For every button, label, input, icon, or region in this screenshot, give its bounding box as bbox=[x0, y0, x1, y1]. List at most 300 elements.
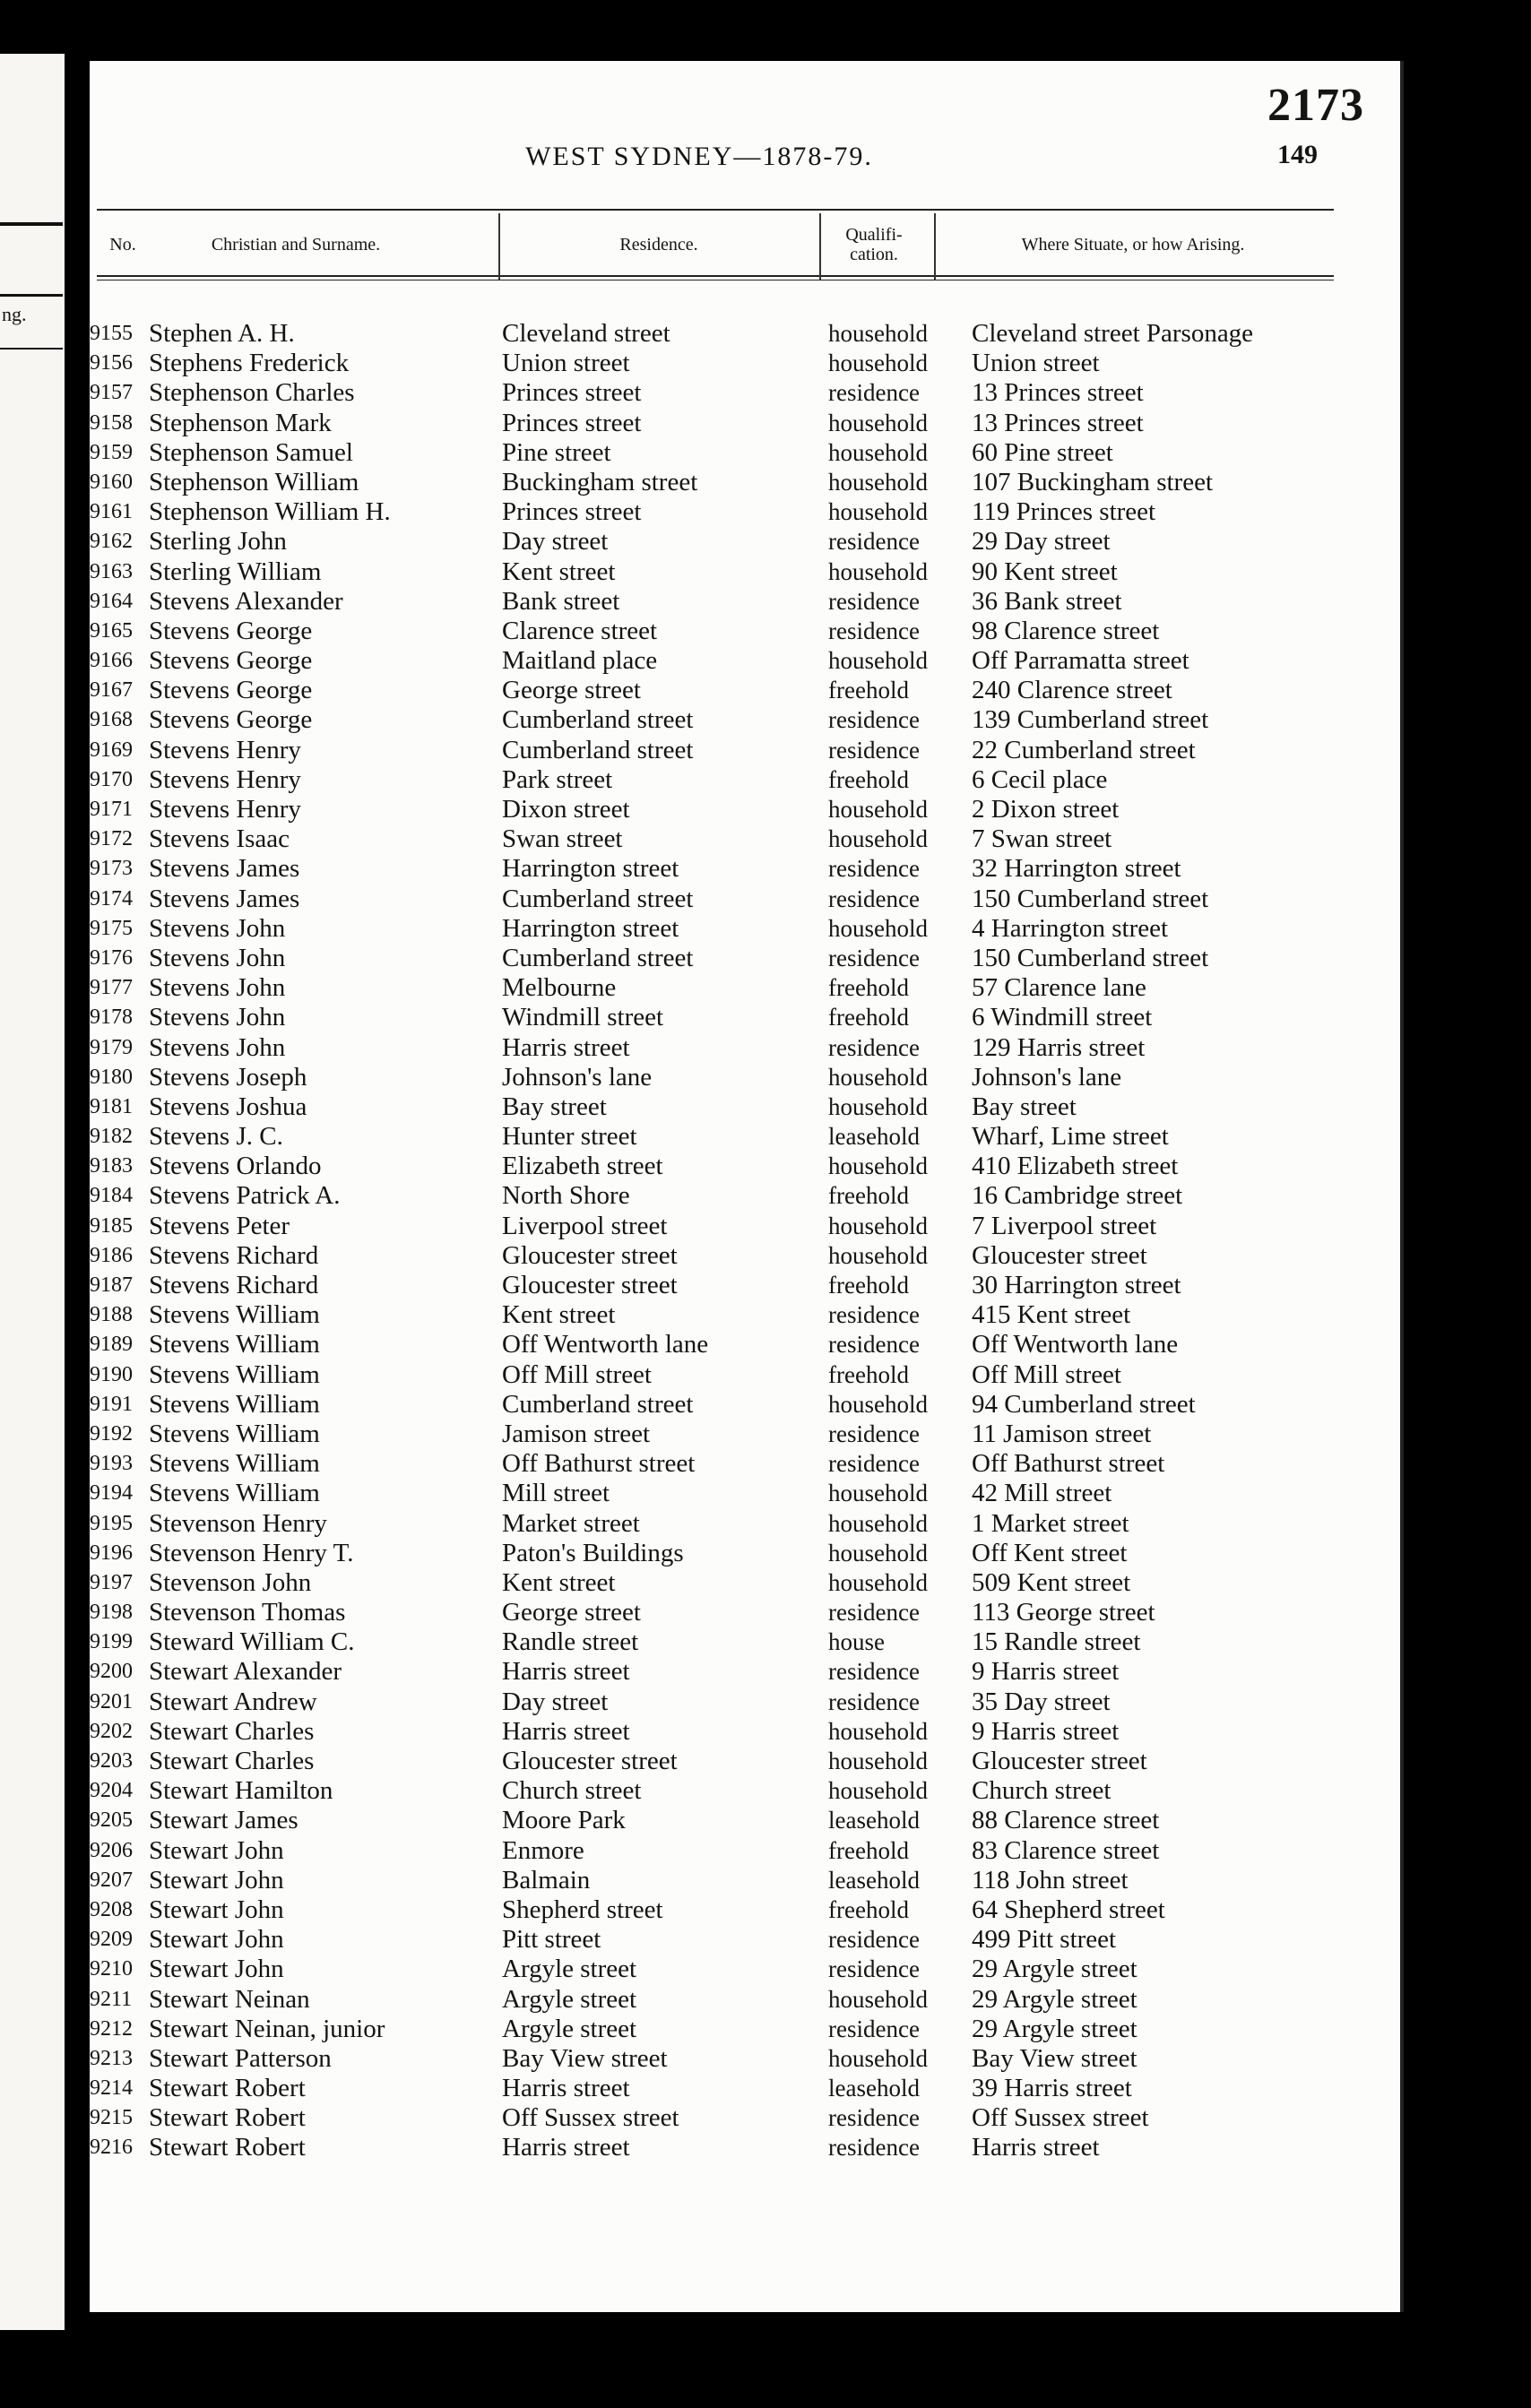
cell-no: 9180 bbox=[90, 1065, 133, 1089]
cell-where: 39 Harris street bbox=[972, 2074, 1132, 2103]
cell-residence: Church street bbox=[502, 1776, 642, 1806]
column-header-no: No. bbox=[109, 235, 136, 255]
table-row bbox=[90, 1955, 1398, 1984]
cell-name: Stevens Henry bbox=[149, 735, 301, 764]
cell-qualification: freehold bbox=[828, 1272, 909, 1299]
cell-residence: Jamison street bbox=[502, 1419, 651, 1448]
cell-qualification: residence bbox=[828, 1658, 920, 1686]
cell-where: 9 Harris street bbox=[972, 1716, 1120, 1746]
cell-name: Stevens Joseph bbox=[149, 1062, 307, 1092]
column-header-qualification: Qualifi- cation. bbox=[845, 225, 903, 264]
cell-name: Stevens John bbox=[149, 1032, 286, 1062]
table-row bbox=[90, 1300, 1398, 1330]
cell-where: 29 Argyle street bbox=[972, 2014, 1137, 2043]
cell-name: Stevens Richard bbox=[149, 1271, 319, 1299]
cell-residence: Elizabeth street bbox=[502, 1152, 663, 1181]
cell-no: 9198 bbox=[90, 1601, 133, 1625]
table-row bbox=[90, 795, 1398, 824]
table-row bbox=[90, 944, 1398, 973]
cell-name: Stevens John bbox=[149, 943, 286, 972]
cell-name: Stewart John bbox=[149, 1894, 284, 1924]
cell-name: Stevens Patrick A. bbox=[149, 1181, 341, 1211]
cell-name: Stevens William bbox=[149, 1359, 320, 1389]
cell-no: 9215 bbox=[90, 2106, 133, 2130]
table-row bbox=[90, 409, 1398, 438]
cell-name: Sterling William bbox=[149, 557, 322, 586]
table-row bbox=[90, 1003, 1398, 1032]
cell-no: 9204 bbox=[90, 1779, 133, 1803]
table-row bbox=[90, 1271, 1398, 1300]
cell-no: 9213 bbox=[90, 2046, 133, 2070]
table-row bbox=[90, 2074, 1398, 2103]
cell-name: Stewart Robert bbox=[149, 2074, 306, 2103]
cell-no: 9184 bbox=[90, 1184, 133, 1208]
table-row bbox=[90, 676, 1398, 705]
cell-name: Stevens J. C. bbox=[149, 1122, 283, 1152]
cell-qualification: household bbox=[828, 557, 928, 585]
cell-qualification: freehold bbox=[828, 765, 909, 793]
cell-no: 9196 bbox=[90, 1541, 133, 1565]
cell-name: Stevenson John bbox=[149, 1567, 312, 1597]
cell-no: 9186 bbox=[90, 1243, 133, 1267]
cell-no: 9188 bbox=[90, 1303, 133, 1327]
table-row bbox=[90, 1360, 1398, 1390]
table-row bbox=[90, 1925, 1398, 1955]
cell-name: Stevens William bbox=[149, 1449, 320, 1479]
cell-residence: Cumberland street bbox=[502, 943, 694, 972]
cell-qualification: leasehold bbox=[828, 1866, 920, 1894]
cell-residence: Day street bbox=[502, 1687, 609, 1716]
column-header-name: Christian and Surname. bbox=[211, 235, 381, 255]
table-row bbox=[90, 1568, 1398, 1598]
cell-no: 9197 bbox=[90, 1570, 133, 1594]
cell-name: Steward William C. bbox=[149, 1627, 355, 1657]
cell-no: 9159 bbox=[90, 440, 133, 464]
column-header-residence: Residence. bbox=[619, 235, 698, 255]
cell-no: 9195 bbox=[90, 1511, 133, 1535]
cell-residence: Hunter street bbox=[502, 1122, 637, 1152]
table-row bbox=[90, 1033, 1398, 1063]
table-row bbox=[90, 1420, 1398, 1449]
table-row bbox=[90, 736, 1398, 765]
cell-qualification: residence bbox=[828, 1687, 920, 1715]
cell-no: 9167 bbox=[90, 678, 133, 703]
cell-no: 9194 bbox=[90, 1481, 133, 1506]
cell-no: 9206 bbox=[90, 1838, 133, 1862]
cell-residence: Melbourne bbox=[502, 973, 617, 1003]
cell-residence: Market street bbox=[502, 1508, 640, 1538]
cell-where: 139 Cumberland street bbox=[972, 705, 1209, 735]
cell-qualification: residence bbox=[828, 1033, 920, 1061]
cell-name: Stevens Orlando bbox=[149, 1152, 322, 1181]
register-page bbox=[90, 61, 1404, 2312]
table-row bbox=[90, 1598, 1398, 1627]
cell-where: 32 Harrington street bbox=[972, 854, 1181, 884]
cell-name: Stewart Robert bbox=[149, 2103, 306, 2133]
cell-qualification: residence bbox=[828, 528, 920, 556]
table-row bbox=[90, 646, 1398, 676]
cell-qualification: household bbox=[828, 350, 928, 377]
cell-no: 9155 bbox=[90, 322, 133, 345]
cell-qualification: residence bbox=[828, 1450, 920, 1478]
cell-residence: Off Sussex street bbox=[502, 2103, 679, 2133]
cell-qualification: household bbox=[828, 2044, 928, 2072]
cell-where: 107 Buckingham street bbox=[972, 467, 1214, 496]
cell-residence: Liverpool street bbox=[502, 1211, 668, 1240]
table-row bbox=[90, 1806, 1398, 1835]
cell-where: Gloucester street bbox=[972, 1747, 1147, 1775]
cell-name: Stewart Andrew bbox=[149, 1687, 317, 1716]
cell-no: 9166 bbox=[90, 649, 133, 673]
cell-no: 9163 bbox=[90, 559, 133, 583]
cell-name: Stevens John bbox=[149, 973, 286, 1003]
table-row bbox=[90, 349, 1398, 378]
table-row bbox=[90, 617, 1398, 646]
cell-no: 9176 bbox=[90, 945, 133, 970]
cell-name: Stewart John bbox=[149, 1865, 284, 1894]
cell-name: Stephenson William H. bbox=[149, 497, 391, 527]
cell-name: Stephenson William bbox=[149, 467, 359, 496]
cell-no: 9175 bbox=[90, 916, 133, 940]
cell-qualification: leasehold bbox=[828, 1807, 920, 1834]
cell-where: 415 Kent street bbox=[972, 1300, 1131, 1330]
cell-residence: Princes street bbox=[502, 408, 642, 437]
cell-where: 118 John street bbox=[972, 1865, 1129, 1894]
table-row bbox=[90, 438, 1398, 468]
table-row bbox=[90, 1776, 1398, 1806]
table-row bbox=[90, 1212, 1398, 1241]
table-row bbox=[90, 885, 1398, 914]
cell-residence: Day street bbox=[502, 527, 609, 557]
cell-where: 60 Pine street bbox=[972, 437, 1113, 467]
cell-where: 2 Dixon street bbox=[972, 795, 1120, 824]
cell-where: 4 Harrington street bbox=[972, 913, 1169, 943]
previous-page-rule bbox=[0, 222, 63, 226]
cell-residence: Swan street bbox=[502, 824, 623, 854]
cell-name: Stevens James bbox=[149, 884, 300, 913]
table-row bbox=[90, 1539, 1398, 1568]
table-row bbox=[90, 765, 1398, 795]
cell-no: 9199 bbox=[90, 1630, 133, 1654]
cell-name: Stevens George bbox=[149, 646, 313, 676]
cell-name: Stephenson Samuel bbox=[149, 437, 353, 467]
previous-page-rule bbox=[0, 348, 63, 350]
cell-residence: Paton's Buildings bbox=[502, 1538, 684, 1567]
cell-qualification: household bbox=[828, 1152, 928, 1180]
cell-qualification: residence bbox=[828, 2134, 920, 2162]
cell-residence: Off Wentworth lane bbox=[502, 1330, 709, 1359]
cell-qualification: residence bbox=[828, 885, 920, 912]
table-row bbox=[90, 1390, 1398, 1420]
cell-name: Stewart Charles bbox=[149, 1747, 315, 1775]
cell-residence: Dixon street bbox=[502, 795, 630, 824]
table-row bbox=[90, 2133, 1398, 2162]
cell-no: 9157 bbox=[90, 381, 133, 405]
cell-name: Stewart Robert bbox=[149, 2133, 306, 2162]
cell-qualification: household bbox=[828, 1092, 928, 1120]
cell-no: 9182 bbox=[90, 1125, 133, 1149]
cell-qualification: household bbox=[828, 1985, 928, 2013]
cell-where: 129 Harris street bbox=[972, 1032, 1146, 1062]
table-row bbox=[90, 2015, 1398, 2044]
cell-qualification: residence bbox=[828, 587, 920, 615]
table-row bbox=[90, 1449, 1398, 1479]
cell-name: Stevens Richard bbox=[149, 1240, 319, 1270]
stamp-number: 2173 bbox=[1267, 80, 1364, 131]
cell-name: Stewart James bbox=[149, 1806, 298, 1835]
table-row bbox=[90, 1687, 1398, 1717]
header-top-rule bbox=[97, 209, 1334, 211]
cell-where: Johnson's lane bbox=[972, 1062, 1122, 1092]
table-row bbox=[90, 1181, 1398, 1211]
cell-where: 16 Cambridge street bbox=[972, 1181, 1183, 1211]
table-row bbox=[90, 1122, 1398, 1152]
cell-no: 9207 bbox=[90, 1868, 133, 1892]
cell-no: 9178 bbox=[90, 1005, 133, 1030]
cell-no: 9185 bbox=[90, 1213, 133, 1238]
table-row bbox=[90, 1895, 1398, 1925]
cell-residence: Pine street bbox=[502, 437, 611, 467]
cell-residence: Cumberland street bbox=[502, 735, 694, 764]
cell-qualification: household bbox=[828, 647, 928, 675]
table-row bbox=[90, 1330, 1398, 1359]
cell-where: Bay View street bbox=[972, 2043, 1137, 2073]
cell-qualification: household bbox=[828, 498, 928, 526]
cell-where: 240 Clarence street bbox=[972, 676, 1172, 705]
cell-qualification: residence bbox=[828, 379, 920, 407]
cell-residence: Cumberland street bbox=[502, 705, 694, 735]
cell-where: Off Mill street bbox=[972, 1359, 1121, 1389]
cell-name: Stewart Neinan bbox=[149, 1984, 310, 2014]
cell-no: 9211 bbox=[90, 1987, 133, 2011]
cell-name: Stevenson Henry bbox=[149, 1508, 327, 1538]
cell-where: 83 Clarence street bbox=[972, 1835, 1160, 1865]
cell-no: 9160 bbox=[90, 470, 133, 494]
table-row bbox=[90, 1866, 1398, 1895]
table-row bbox=[90, 1241, 1398, 1271]
cell-name: Stevens George bbox=[149, 616, 313, 645]
column-divider bbox=[819, 213, 821, 280]
cell-residence: Pitt street bbox=[502, 1925, 601, 1955]
cell-no: 9173 bbox=[90, 857, 133, 881]
cell-qualification: household bbox=[828, 1539, 928, 1566]
cell-qualification: residence bbox=[828, 1926, 920, 1954]
cell-residence: Princes street bbox=[502, 378, 642, 408]
cell-residence: Harrington street bbox=[502, 854, 679, 884]
cell-name: Stewart Hamilton bbox=[149, 1776, 333, 1806]
cell-no: 9200 bbox=[90, 1660, 133, 1684]
cell-no: 9181 bbox=[90, 1094, 133, 1118]
page-number: 149 bbox=[1277, 140, 1318, 169]
previous-page-fragment: ng. bbox=[2, 303, 27, 325]
table-row bbox=[90, 497, 1398, 527]
cell-no: 9156 bbox=[90, 351, 133, 375]
cell-no: 9202 bbox=[90, 1719, 133, 1743]
cell-residence: Moore Park bbox=[502, 1806, 626, 1835]
cell-qualification: freehold bbox=[828, 677, 909, 704]
cell-where: Bay street bbox=[972, 1092, 1077, 1121]
cell-where: 42 Mill street bbox=[972, 1479, 1112, 1508]
cell-residence: Randle street bbox=[502, 1627, 639, 1657]
cell-name: Stevens Isaac bbox=[149, 824, 290, 854]
cell-where: Off Wentworth lane bbox=[972, 1330, 1179, 1359]
cell-no: 9169 bbox=[90, 738, 133, 762]
cell-where: 88 Clarence street bbox=[972, 1806, 1160, 1835]
table-row bbox=[90, 1063, 1398, 1092]
cell-qualification: household bbox=[828, 1480, 928, 1507]
cell-where: 13 Princes street bbox=[972, 408, 1144, 437]
cell-no: 9162 bbox=[90, 530, 133, 554]
cell-name: Sterling John bbox=[149, 527, 287, 557]
cell-name: Stevenson Thomas bbox=[149, 1598, 346, 1627]
cell-no: 9193 bbox=[90, 1452, 133, 1476]
table-row bbox=[90, 1092, 1398, 1122]
cell-residence: Kent street bbox=[502, 1567, 616, 1597]
cell-qualification: freehold bbox=[828, 1895, 909, 1923]
cell-no: 9168 bbox=[90, 708, 133, 732]
table-row bbox=[90, 1152, 1398, 1181]
cell-qualification: residence bbox=[828, 2015, 920, 2042]
cell-where: 6 Windmill street bbox=[972, 1003, 1153, 1032]
cell-name: Stevens George bbox=[149, 705, 313, 735]
cell-qualification: residence bbox=[828, 2104, 920, 2132]
cell-qualification: freehold bbox=[828, 1004, 909, 1031]
cell-residence: Harris street bbox=[502, 1032, 630, 1062]
cell-name: Stevens Henry bbox=[149, 764, 301, 794]
table-row bbox=[90, 2044, 1398, 2074]
previous-page-edge bbox=[0, 54, 65, 2330]
cell-residence: Harris street bbox=[502, 2133, 630, 2162]
cell-where: 98 Clarence street bbox=[972, 616, 1160, 645]
cell-where: 499 Pitt street bbox=[972, 1925, 1117, 1955]
cell-no: 9208 bbox=[90, 1897, 133, 1921]
cell-no: 9177 bbox=[90, 976, 133, 1000]
cell-qualification: leasehold bbox=[828, 1123, 920, 1151]
cell-name: Stephen A. H. bbox=[149, 319, 295, 348]
cell-name: Stephenson Charles bbox=[149, 378, 355, 408]
cell-residence: Argyle street bbox=[502, 1984, 637, 2014]
cell-residence: Shepherd street bbox=[502, 1894, 663, 1924]
cell-qualification: freehold bbox=[828, 974, 909, 1002]
column-header-where: Where Situate, or how Arising. bbox=[1021, 235, 1245, 255]
cell-where: 94 Cumberland street bbox=[972, 1389, 1196, 1419]
table-row bbox=[90, 1627, 1398, 1657]
cell-residence: Johnson's lane bbox=[502, 1062, 653, 1092]
cell-no: 9158 bbox=[90, 410, 133, 435]
cell-where: 509 Kent street bbox=[972, 1567, 1131, 1597]
cell-residence: Windmill street bbox=[502, 1003, 664, 1032]
table-row bbox=[90, 705, 1398, 735]
cell-no: 9214 bbox=[90, 2076, 133, 2101]
cell-qualification: household bbox=[828, 1063, 928, 1091]
cell-where: 90 Kent street bbox=[972, 557, 1118, 586]
cell-residence: Kent street bbox=[502, 557, 616, 586]
cell-name: Stevens William bbox=[149, 1300, 320, 1330]
cell-residence: Gloucester street bbox=[502, 1271, 678, 1299]
cell-where: 30 Harrington street bbox=[972, 1271, 1181, 1299]
cell-no: 9216 bbox=[90, 2136, 133, 2160]
table-row bbox=[90, 854, 1398, 884]
cell-qualification: residence bbox=[828, 1420, 920, 1447]
table-row bbox=[90, 468, 1398, 497]
cell-name: Stewart John bbox=[149, 1955, 284, 1984]
table-row bbox=[90, 1657, 1398, 1687]
cell-name: Stewart Charles bbox=[149, 1716, 315, 1746]
cell-residence: Maitland place bbox=[502, 646, 658, 676]
table-row bbox=[90, 914, 1398, 944]
table-row bbox=[90, 1479, 1398, 1508]
cell-where: 9 Harris street bbox=[972, 1657, 1120, 1687]
cell-qualification: residence bbox=[828, 1599, 920, 1627]
cell-name: Stevens John bbox=[149, 1003, 286, 1032]
cell-qualification: freehold bbox=[828, 1182, 909, 1210]
cell-no: 9212 bbox=[90, 2016, 133, 2041]
cell-qualification: residence bbox=[828, 855, 920, 883]
cell-qualification: household bbox=[828, 796, 928, 823]
cell-where: 7 Swan street bbox=[972, 824, 1112, 854]
cell-qualification: residence bbox=[828, 736, 920, 764]
header-bottom-rule-thin bbox=[97, 280, 1334, 281]
cell-qualification: residence bbox=[828, 1331, 920, 1359]
cell-where: 119 Princes street bbox=[972, 497, 1156, 527]
cell-no: 9170 bbox=[90, 767, 133, 791]
cell-residence: Harris street bbox=[502, 1657, 630, 1687]
cell-residence: Cumberland street bbox=[502, 1389, 694, 1419]
cell-qualification: freehold bbox=[828, 1836, 909, 1864]
cell-name: Stevens Peter bbox=[149, 1211, 290, 1240]
cell-no: 9171 bbox=[90, 798, 133, 821]
table-row bbox=[90, 1836, 1398, 1866]
page-title: WEST SYDNEY—1878-79. bbox=[525, 142, 873, 171]
cell-where: 150 Cumberland street bbox=[972, 943, 1209, 972]
cell-residence: George street bbox=[502, 1598, 641, 1627]
cell-name: Stewart Patterson bbox=[149, 2043, 332, 2073]
cell-qualification: household bbox=[828, 1717, 928, 1745]
electoral-roll-table bbox=[90, 319, 1398, 2163]
cell-name: Stevens William bbox=[149, 1419, 320, 1448]
cell-qualification: household bbox=[828, 825, 928, 853]
cell-qualification: residence bbox=[828, 944, 920, 971]
cell-where: 410 Elizabeth street bbox=[972, 1152, 1179, 1181]
cell-qualification: residence bbox=[828, 617, 920, 644]
cell-where: 113 George street bbox=[972, 1598, 1155, 1627]
cell-where: 36 Bank street bbox=[972, 586, 1122, 616]
cell-name: Stevens William bbox=[149, 1479, 320, 1508]
cell-qualification: household bbox=[828, 1777, 928, 1805]
cell-residence: Buckingham street bbox=[502, 467, 698, 496]
cell-qualification: leasehold bbox=[828, 2075, 920, 2102]
cell-no: 9165 bbox=[90, 618, 133, 643]
cell-where: 57 Clarence lane bbox=[972, 973, 1146, 1003]
cell-residence: North Shore bbox=[502, 1181, 630, 1211]
cell-no: 9164 bbox=[90, 589, 133, 613]
cell-where: 1 Market street bbox=[972, 1508, 1129, 1538]
table-row bbox=[90, 587, 1398, 617]
cell-qualification: household bbox=[828, 468, 928, 496]
cell-name: Stephens Frederick bbox=[149, 349, 350, 378]
cell-no: 9187 bbox=[90, 1273, 133, 1297]
cell-residence: George street bbox=[502, 676, 641, 705]
cell-where: 35 Day street bbox=[972, 1687, 1111, 1716]
cell-qualification: household bbox=[828, 1748, 928, 1774]
cell-residence: Harris street bbox=[502, 1716, 630, 1746]
cell-no: 9192 bbox=[90, 1421, 133, 1446]
cell-qualification: household bbox=[828, 1241, 928, 1269]
cell-where: 13 Princes street bbox=[972, 378, 1144, 408]
cell-name: Stevenson Henry T. bbox=[149, 1538, 354, 1567]
cell-where: 29 Argyle street bbox=[972, 1984, 1137, 2014]
cell-name: Stewart John bbox=[149, 1925, 284, 1955]
